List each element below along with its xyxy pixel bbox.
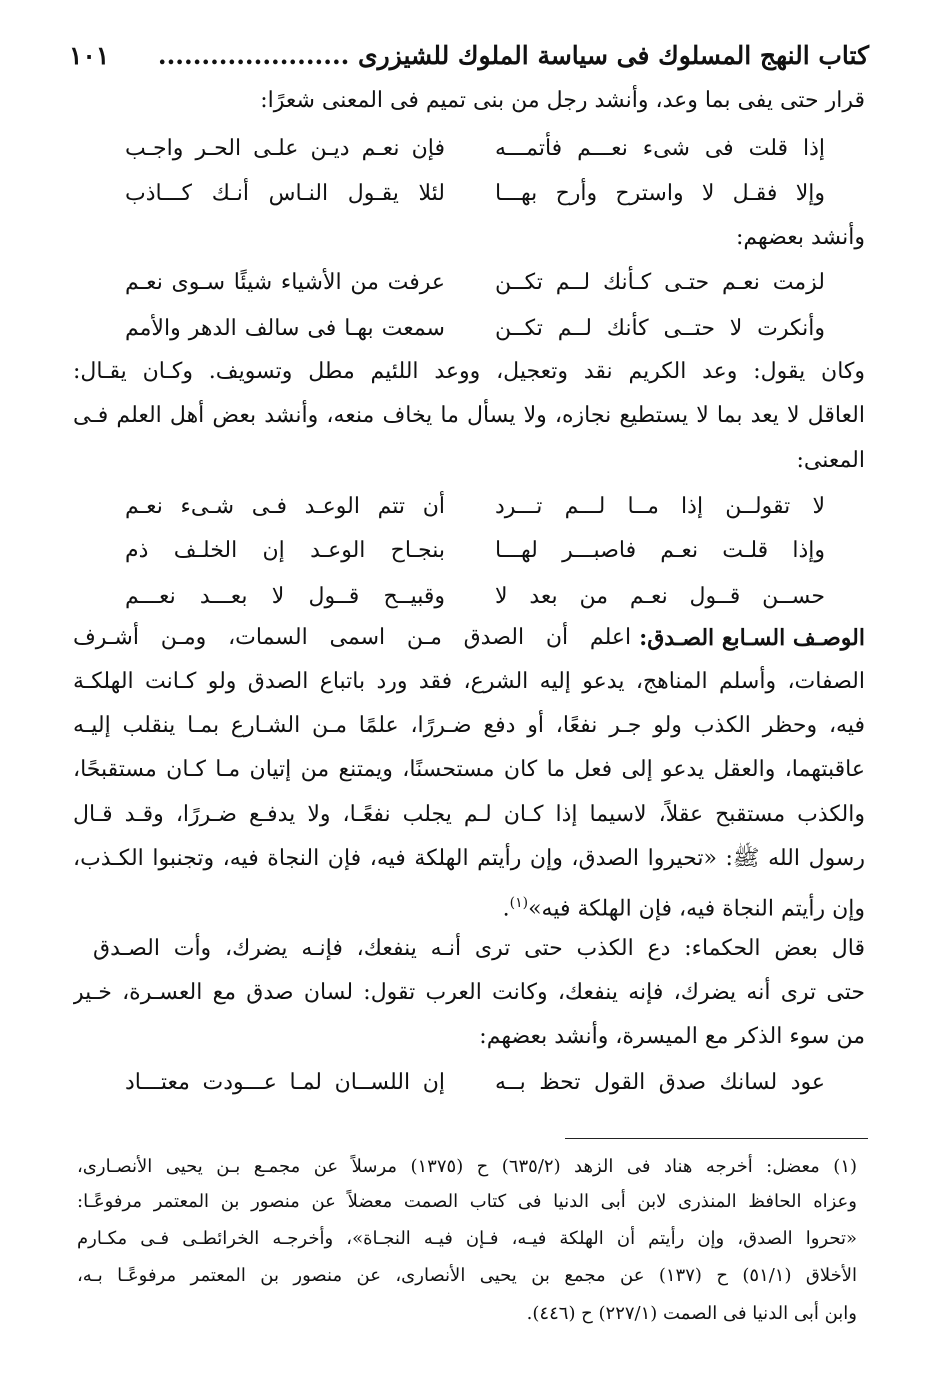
verse-line <box>125 1062 825 1104</box>
text-line: وأنشد بعضهم: <box>735 225 865 250</box>
verse-line <box>125 128 825 170</box>
footnote-line: «تحروا الصدق، وإن رأيتم أن الهلكة فيـه، فـإن فيـه النجـاة»، وأخرجـه الخرائطـى فـى مكـارم <box>77 1228 857 1249</box>
verse-first-hemistich: عود لسانك صدق القول تحظ بــه <box>495 1070 825 1095</box>
verse-first-hemistich: وإلا فقـل لا واسترح وأرح بهـــا <box>495 181 825 206</box>
verse-second-hemistich: فإن نعـم ديـن علـى الحـر واجـب <box>125 136 445 161</box>
verse-first-hemistich: وإذا قلـت نعـم فاصبـــر لهـــا <box>495 538 825 563</box>
verse-second-hemistich: سمعت بهـا فى سالف الدهر والأمم <box>125 316 445 341</box>
footnote-separator <box>565 1138 868 1139</box>
verse-first-hemistich: حســن قــول نعـم من بعد لا <box>495 584 825 609</box>
verse-line <box>125 530 825 572</box>
verse-line <box>125 576 825 618</box>
verse-second-hemistich: بنجـاح الوعـد إن الخلـف ذم <box>125 538 445 563</box>
verse-first-hemistich: وأنكرت لا حتــى كأنك لــم تكــن <box>495 316 825 341</box>
verse-line <box>125 308 825 350</box>
footnote-line: (١) معضل: أخرجه هناد فى الزهد (٦٣٥/٢) ح (١٣٧٥) مرسلاً عن مجمـع بـن يحيى الأنصـارى، <box>77 1156 857 1177</box>
text-line: عاقبتهما، والعقل يدعو إلى فعل ما كان مستحسنًا، ويمتنع من إتيان مـا كـان مستقبحًا، <box>73 757 865 782</box>
text-line <box>73 883 865 923</box>
footnote-line: الأخلاق (٥١/١) ح (١٣٧) عن مجمع بن يحيى الأنصارى، عن منصور بن المعتمر مرفوعًـا بـه، <box>77 1265 857 1286</box>
running-header <box>69 34 869 78</box>
footnote-reference: (١) <box>509 895 529 911</box>
text-line: العاقل لا يعد بما لا يستطيع نجازه، ولا يسأل ما يخاف منعه، وأنشد بعض أهل العلم فـى <box>73 403 865 428</box>
section-title: الوصـف السـابع الصـدق: <box>639 625 865 651</box>
text-line: قال بعض الحكماء: دع الكذب حتى ترى أنـه ينفعك، فإنـه يضرك، وأت الصـدق <box>93 936 865 961</box>
period: . <box>502 896 510 922</box>
verse-line <box>125 486 825 528</box>
verse-second-hemistich: أن تتم الوعـد فـى شـىء نعـم <box>125 494 445 519</box>
verse-first-hemistich: لزمت نعـم حتـى كـأنك لــم تكــن <box>495 270 825 295</box>
section-heading-line <box>73 618 865 658</box>
text-line: من سوء الذكر مع الميسرة، وأنشد بعضهم: <box>479 1024 865 1049</box>
verse-line <box>125 173 825 215</box>
text-line: وكان يقول: وعد الكريم نقد وتعجيل، ووعد اللئيم مطل وتسويف. وكـان يقـال: <box>73 359 865 384</box>
text-line: رسول الله ﷺ: «تحيروا الصدق، وإن رأيتم الهلكة فيه، فإن النجاة فيه، وتجنبوا الكـذب، <box>73 846 865 871</box>
text-line: المعنى: <box>796 448 865 473</box>
text-line: قرار حتى يفى بما وعد، وأنشد رجل من بنى تميم فى المعنى شعرًا: <box>260 88 865 113</box>
verse-second-hemistich: إن اللســان لمـا عـــودت معتـــاد <box>125 1070 445 1095</box>
verse-second-hemistich: لئلا يقـول النـاس أنـك كـــاذب <box>125 181 445 206</box>
verse-first-hemistich: لا تقولــن إذا مــا لـــم تـــرد <box>495 494 825 519</box>
hadith-end-text: وإن رأيتم النجاة فيه، فإن الهلكة فيه» <box>528 896 865 922</box>
verse-first-hemistich: إذا قلت فى شىء نعـــم فأتمـــه <box>495 136 825 161</box>
text-line: اعلم أن الصدق مـن اسمى السمات، ومـن أشـرف <box>73 625 632 650</box>
text-line: الصفات، وأسلم المناهج، يدعو إليه الشرع، فقد ورد باتباع الصدق ولو كـانت الهلكـة <box>73 669 865 694</box>
book-title: كتاب النهج المسلوك فى سياسة الملوك للشيزرى ...................... <box>157 41 869 70</box>
verse-second-hemistich: وقبيــح قــول لا بعـــد نعـــم <box>125 584 445 609</box>
footnote-line: وابن أبى الدنيا فى الصمت (٢٢٧/١) ح (٤٤٦). <box>526 1303 857 1324</box>
verse-line <box>125 262 825 304</box>
text-line: والكذب مستقبح عقلاً، لاسيما إذا كـان لـم يجلب نفعًـا، ولا يدفـع ضـررًا، وقـد قـال <box>73 802 865 827</box>
page-number: ١٠١ <box>69 41 110 70</box>
verse-second-hemistich: عرفت من الأشياء شيئًا سـوى نعـم <box>125 270 445 295</box>
text-line: حتى ترى أنه يضرك، فإنه ينفعك، وكانت العرب تقول: لسان صدق مع العسـرة، خـير <box>73 980 865 1005</box>
footnote-line: وعزاه الحافظ المنذرى لابن أبى الدنيا فى كتاب الصمت معضلاً عن منصور بن المعتمر مرفوعًـا: <box>77 1191 857 1212</box>
text-line: فيه، وحظر الكذب ولو جـر نفعًا، أو دفع ضـررًا، علمًا مـن الشـارع بمـا ينقلب إليـه <box>73 713 865 738</box>
